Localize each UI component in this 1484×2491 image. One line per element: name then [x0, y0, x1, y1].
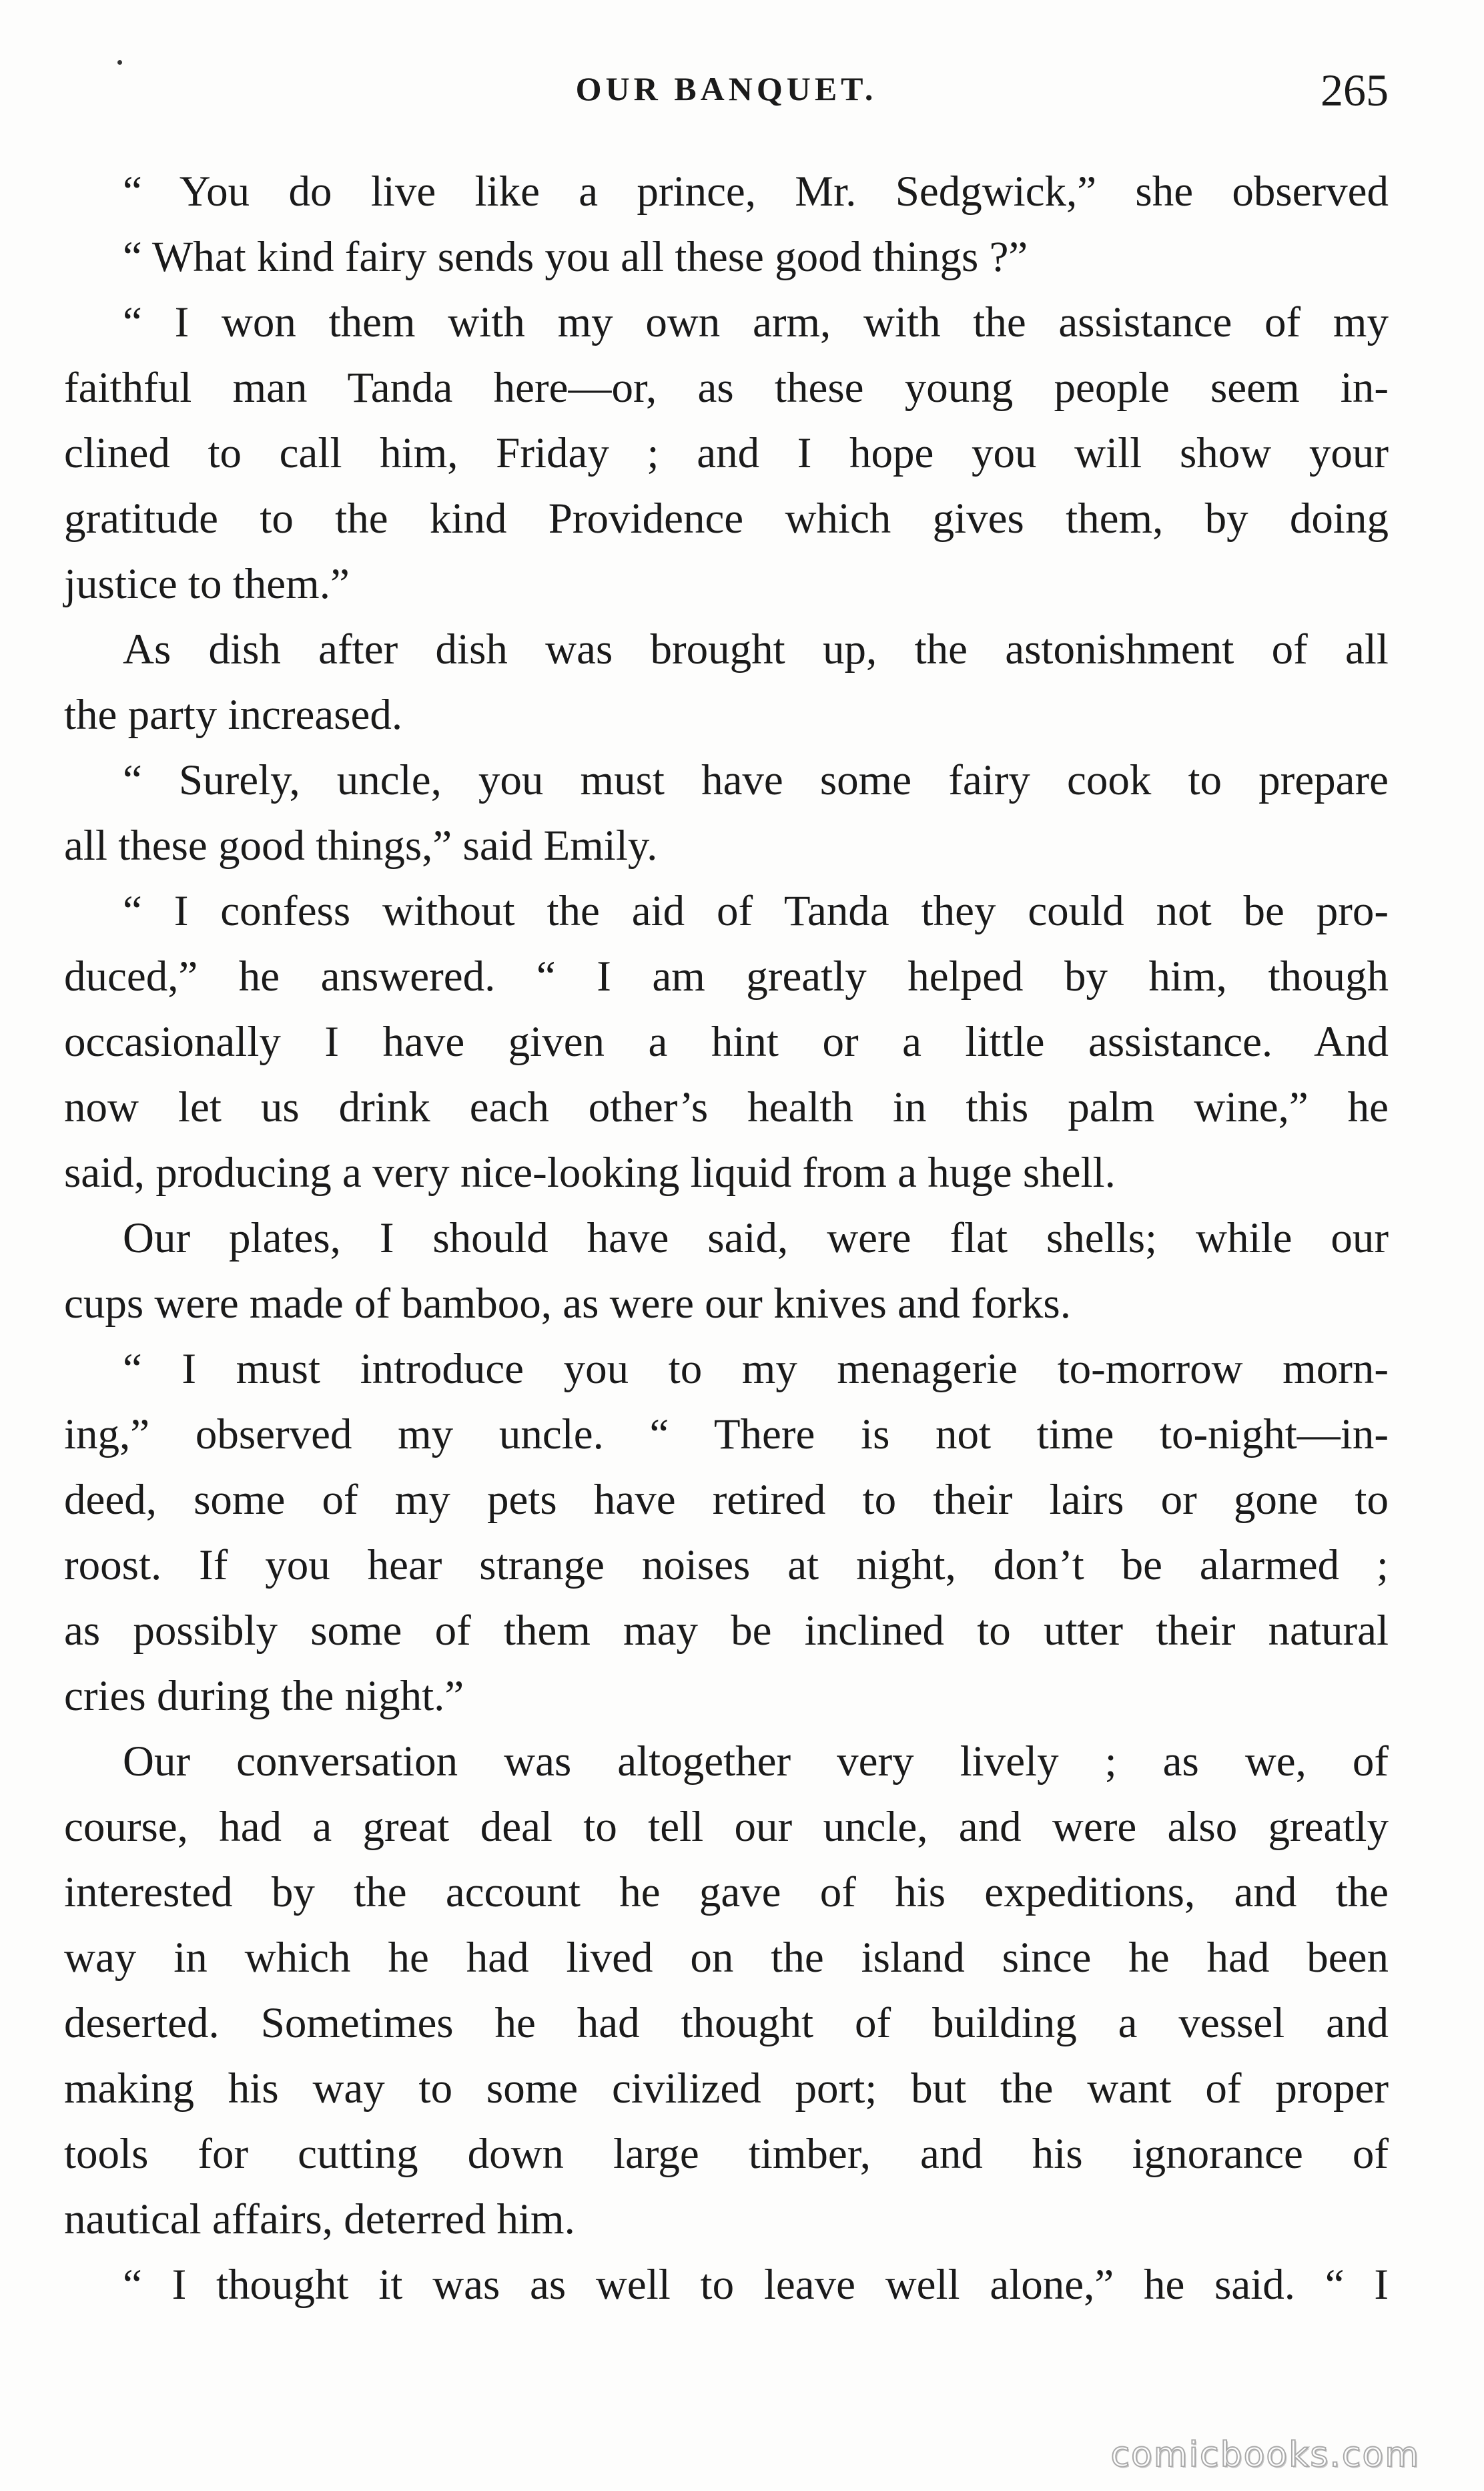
- text-line: as possibly some of them may be inclined to utter their natural: [64, 1607, 1389, 1655]
- text-line: “ What kind fairy sends you all these good things ?”: [123, 233, 1028, 281]
- text-line: course, had a great deal to tell our uncle, and were also greatly: [64, 1803, 1389, 1851]
- text-line: “ Surely, uncle, you must have some fairy cook to prepare: [123, 756, 1389, 804]
- text-line: cups were made of bamboo, as were our knives and forks.: [64, 1280, 1071, 1328]
- page-number: 265: [1321, 65, 1389, 115]
- text-line: occasionally I have given a hint or a little assistance. And: [64, 1018, 1389, 1066]
- text-line: “ I won them with my own arm, with the assistance of my: [123, 298, 1389, 346]
- text-line: cries during the night.”: [64, 1672, 464, 1720]
- chapter-title: OUR BANQUET.: [575, 70, 877, 107]
- text-line: said, producing a very nice-looking liquid from a huge shell.: [64, 1149, 1116, 1197]
- text-line: making his way to some civilized port; but the want of proper: [64, 2064, 1389, 2113]
- watermark-logo: comicbooks.com: [1110, 2435, 1420, 2475]
- text-line: “ You do live like a prince, Mr. Sedgwick,” she observed: [123, 168, 1389, 216]
- text-line: deserted. Sometimes he had thought of building a vessel and: [64, 1999, 1389, 2047]
- body-text: [64, 159, 1389, 2317]
- text-line: duced,” he answered. “ I am greatly helped by him, though: [64, 952, 1389, 1001]
- text-line: justice to them.”: [64, 560, 350, 608]
- text-line: “ I must introduce you to my menagerie to-morrow morn-: [123, 1345, 1389, 1393]
- text-line: tools for cutting down large timber, and his ignorance of: [64, 2130, 1389, 2178]
- text-line: nautical affairs, deterred him.: [64, 2195, 575, 2243]
- text-line: the party increased.: [64, 691, 403, 739]
- text-line: faithful man Tanda here—or, as these young people seem in-: [64, 364, 1389, 412]
- text-line: way in which he had lived on the island since he had been: [64, 1934, 1389, 1982]
- text-line: ing,” observed my uncle. “ There is not time to-night—in-: [64, 1410, 1389, 1458]
- text-line: deed, some of my pets have retired to their lairs or gone to: [64, 1476, 1389, 1524]
- text-line: all these good things,” said Emily.: [64, 822, 658, 870]
- text-line: As dish after dish was brought up, the astonishment of all: [123, 625, 1389, 673]
- text-line: now let us drink each other’s health in this palm wine,” he: [64, 1083, 1389, 1131]
- text-line: Our plates, I should have said, were flat shells; while our: [123, 1214, 1389, 1262]
- text-line: roost. If you hear strange noises at night, don’t be alarmed ;: [64, 1541, 1389, 1589]
- text-line: clined to call him, Friday ; and I hope you will show your: [64, 429, 1389, 477]
- text-line: “ I confess without the aid of Tanda they could not be pro-: [123, 887, 1389, 935]
- running-head: [64, 64, 1389, 117]
- text-line: gratitude to the kind Providence which gives them, by doing: [64, 495, 1389, 543]
- text-line: Our conversation was altogether very lively ; as we, of: [123, 1737, 1389, 1785]
- text-line: “ I thought it was as well to leave well alone,” he said. “ I: [123, 2261, 1389, 2309]
- text-line: interested by the account he gave of his expeditions, and the: [64, 1868, 1389, 1916]
